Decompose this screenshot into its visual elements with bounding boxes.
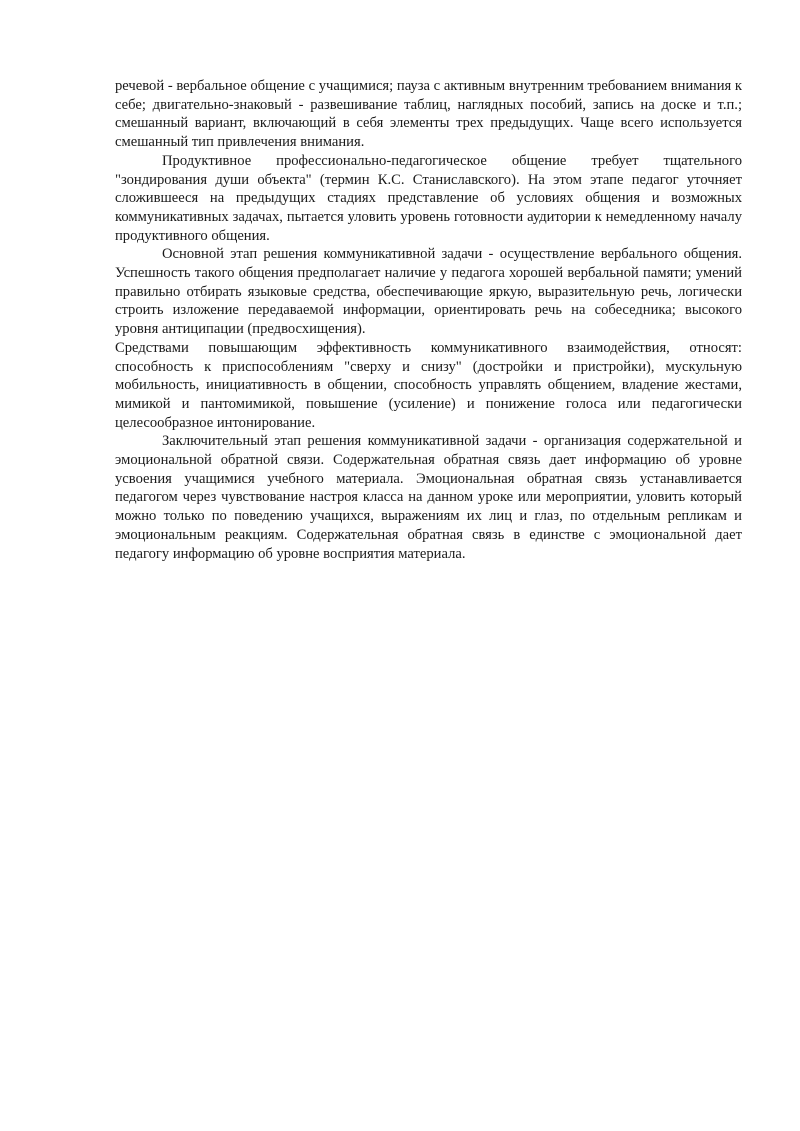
paragraph-productive-communication: Продуктивное профессионально-педагогическое общение требует тщательного "зондирования души объекта" (термин К.С. Станиславского). На этом этапе педагог уточняет сложившееся на предыдущих стадиях представление об условиях общения и возможных коммуникативных задачах, пытается уловить уровень готовности аудитории к немедленному началу продуктивного общения. xyxy=(115,152,742,244)
paragraph-attention-types: речевой - вербальное общение с учащимися; пауза с активным внутренним требованием внимания к себе; двигательно-знаковый - развешивание таблиц, наглядных пособий, запись на доске и т.п.; смешанный вариант, включающий в себя элементы трех предыдущих. Чаще всего используется смешанный тип привлечения внимания. xyxy=(115,78,742,151)
document-page xyxy=(115,77,742,563)
paragraph-main-stage: Основной этап решения коммуникативной задачи - осуществление вербального общения. Успешность такого общения предполагает наличие у педагога хорошей вербальной памяти; умений правильно отбирать языковые средства, обеспечивающие яркую, выразительную речь, логически строить изложение передаваемой информации, ориентировать речь на собеседника; высокого уровня антиципации (предвосхищения). xyxy=(115,246,742,338)
paragraph-final-stage: Заключительный этап решения коммуникативной задачи - организация содержательной и эмоциональной обратной связи. Содержательная обратная связь дает информацию об уровне усвоения учащимися учебного материала. Эмоциональная обратная связь устанавливается педагогом через чувствование настроя класса на данном уроке или мероприятии, уловить который можно только по поведению учащихся, выражениям их лиц и глаз, по отдельным репликам и эмоциональным реакциям. Содержательная обратная связь в единстве с эмоциональной дает педагогу информацию об уровне восприятия материала. xyxy=(115,433,742,562)
paragraph-effectiveness-means: Средствами повышающим эффективность коммуникативного взаимодействия, относят: способность к приспособлениям "сверху и снизу" (достройки и пристройки), мускульную мобильность, инициативность в общении, способность управлять общением, владение жестами, мимикой и пантомимикой, повышение (усиление) и понижение голоса или педагогически целесообразное интонирование. xyxy=(115,339,742,431)
